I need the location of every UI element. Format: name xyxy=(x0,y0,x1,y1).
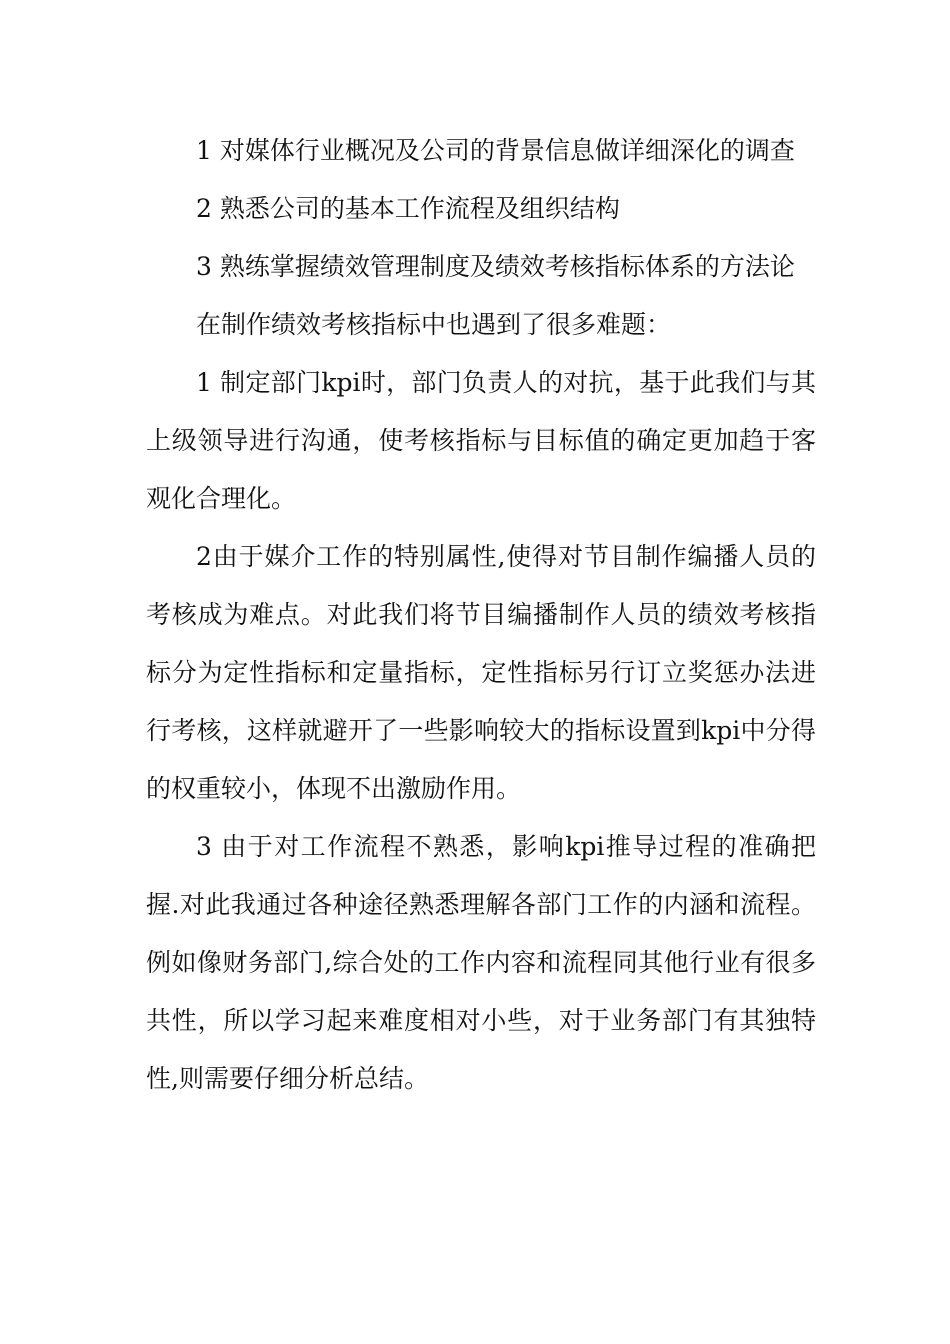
paragraph-6: 2由于媒介工作的特别属性,使得对节目制作编播人员的考核成为难点。对此我们将节目编播制作人员的绩效考核指标分为定性指标和定量指标，定性指标另行订立奖惩办法进行考核，这样就避开了一些影响较大的指标设置到kpi中分得的权重较小，体现不出激励作用。 xyxy=(146,542,816,803)
paragraph-1: 1 对媒体行业概况及公司的背景信息做详细深化的调查 xyxy=(196,136,795,165)
paragraph-7: 3 由于对工作流程不熟悉，影响kpi推导过程的准确把握.对此我通过各种途径熟悉理解各部门工作的内涵和流程。例如像财务部门,综合处的工作内容和流程同其他行业有很多共性，所以学习起来难度相对小些，对于业务部门有其独特性,则需要仔细分析总结。 xyxy=(146,832,816,1093)
paragraph-4: 在制作绩效考核指标中也遇到了很多难题： xyxy=(196,310,672,339)
paragraph-3: 3 熟练掌握绩效管理制度及绩效考核指标体系的方法论 xyxy=(196,252,795,281)
paragraph-2: 2 熟悉公司的基本工作流程及组织结构 xyxy=(196,194,620,223)
paragraph-5: 1 制定部门kpi时，部门负责人的对抗，基于此我们与其上级领导进行沟通，使考核指标与目标值的确定更加趋于客观化合理化。 xyxy=(146,368,816,513)
document-page xyxy=(146,122,816,1108)
